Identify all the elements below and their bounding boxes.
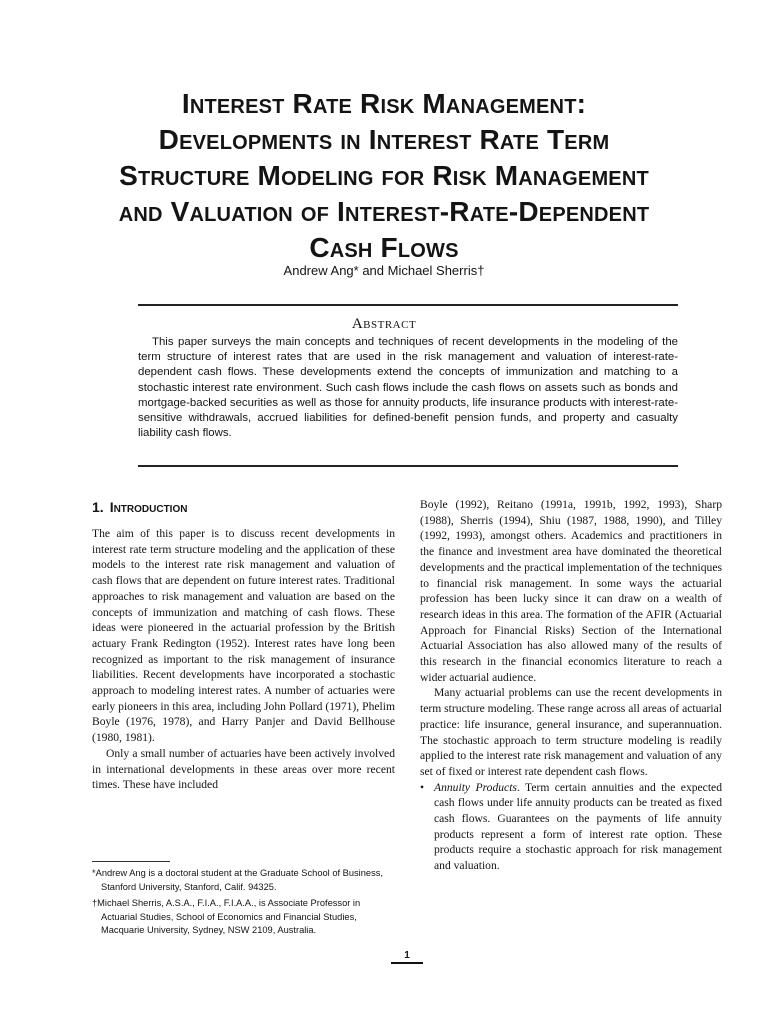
footnotes xyxy=(92,867,397,941)
bullet-item xyxy=(420,780,722,874)
title-line: Interest Rate Risk Management: xyxy=(181,88,587,119)
right-column xyxy=(420,497,722,874)
footnote: *Andrew Ang is a doctoral student at the Graduate School of Business, Stanford University, Stanford, Calif. 94325. xyxy=(92,868,383,892)
bullet-text: . Term certain annuities and the expected cash flows under life annuity products can be treated as fixed cash flows. Guarantees on the payments of life annuity products represent a form of interest rate option. These products require a stochastic approach for risk management and valuation. xyxy=(434,780,722,873)
bullet-term: Annuity Products xyxy=(434,780,517,794)
left-column xyxy=(92,498,395,793)
title-line: and Valuation of Interest-Rate-Dependent xyxy=(118,196,650,227)
body-paragraph: Many actuarial problems can use the recent developments in term structure modeling. These range across all areas of actuarial practice: life insurance, general insurance, and superannuation. The stochastic approach to term structure modeling is readily applied to the interest rate risk management and valuation of any set of fixed or interest rate dependent cash flows. xyxy=(420,686,722,778)
section-heading xyxy=(92,498,395,516)
body-paragraph: The aim of this paper is to discuss recent developments in interest rate term structure modeling and the application of these models to the interest rate risk management and valuation of cash flows that are dependent on future interest rates. Traditional approaches to risk management and valuation are based on the concepts of immunization and matching of cash flows. These ideas were pioneered in the actuarial profession by the British actuary Frank Redington (1952). Interest rates have long been recognized as important to the risk management of insurance liabilities. Recent developments have incorporated a stochastic approach to modeling interest rates. A number of actuaries were early pioneers in this area, including John Pollard (1971), Phelim Boyle (1976, 1978), and Harry Panjer and David Bellhouse (1980, 1981). xyxy=(92,527,395,745)
abstract-body: This paper surveys the main concepts and techniques of recent developments in the modeling of the term structure of interest rates that are used in the risk management and valuation of interest-rate-dependent cash flows. These developments extend the concepts of immunization and matching to a stochastic interest rate environment. Such cash flows include the cash flows on assets such as bonds and mortgage-backed securities as well as those for annuity products, life insurance products with interest-rate-sensitive withdrawals, accrued liabilities for defined-benefit pension funds, and property and casualty liability cash flows. xyxy=(138,336,678,440)
paper-title xyxy=(60,86,708,266)
bullet-marker: • xyxy=(420,780,425,794)
author-line: Andrew Ang* and Michael Sherris† xyxy=(283,263,485,278)
abstract-top-rule xyxy=(138,304,678,306)
title-line: Structure Modeling for Risk Management xyxy=(119,160,649,191)
title-line: Cash Flows xyxy=(309,232,459,263)
page-number: 1 xyxy=(391,950,423,964)
section-number: 1. xyxy=(92,499,104,515)
section-title: Introduction xyxy=(109,499,188,515)
body-paragraph: Boyle (1992), Reitano (1991a, 1991b, 1992, 1993), Sharp (1988), Sherris (1994), Shiu (1987, 1988, 1990), and Tilley (1992, 1993), amongst others. Academics and practitioners in the finance and investment area have dominated the theoretical developments and the practical implementation of the techniques to financial risk management. In some ways the actuarial profession has been lucky since it can draw on a wealth of research ideas in this area. The formation of the AFIR (Actuarial Approach for Financial Risks) Section of the International Actuarial Association has also allowed many of the results of this research in the financial economics literature to reach a wider actuarial audience. xyxy=(420,498,722,684)
abstract-bottom-rule xyxy=(138,465,678,467)
body-paragraph: Only a small number of actuaries have been actively involved in international developments in these areas over more recent times. These have included xyxy=(92,746,395,792)
footnote-rule xyxy=(92,861,170,862)
footnote: †Michael Sherris, A.S.A., F.I.A., F.I.A.A., is Associate Professor in Actuarial Studies, School of Economics and Financial Studies, Macquarie University, Sydney, NSW 2109, Australia. xyxy=(92,898,361,935)
abstract-heading: Abstract xyxy=(351,316,417,332)
title-line: Developments in Interest Rate Term xyxy=(158,124,610,155)
